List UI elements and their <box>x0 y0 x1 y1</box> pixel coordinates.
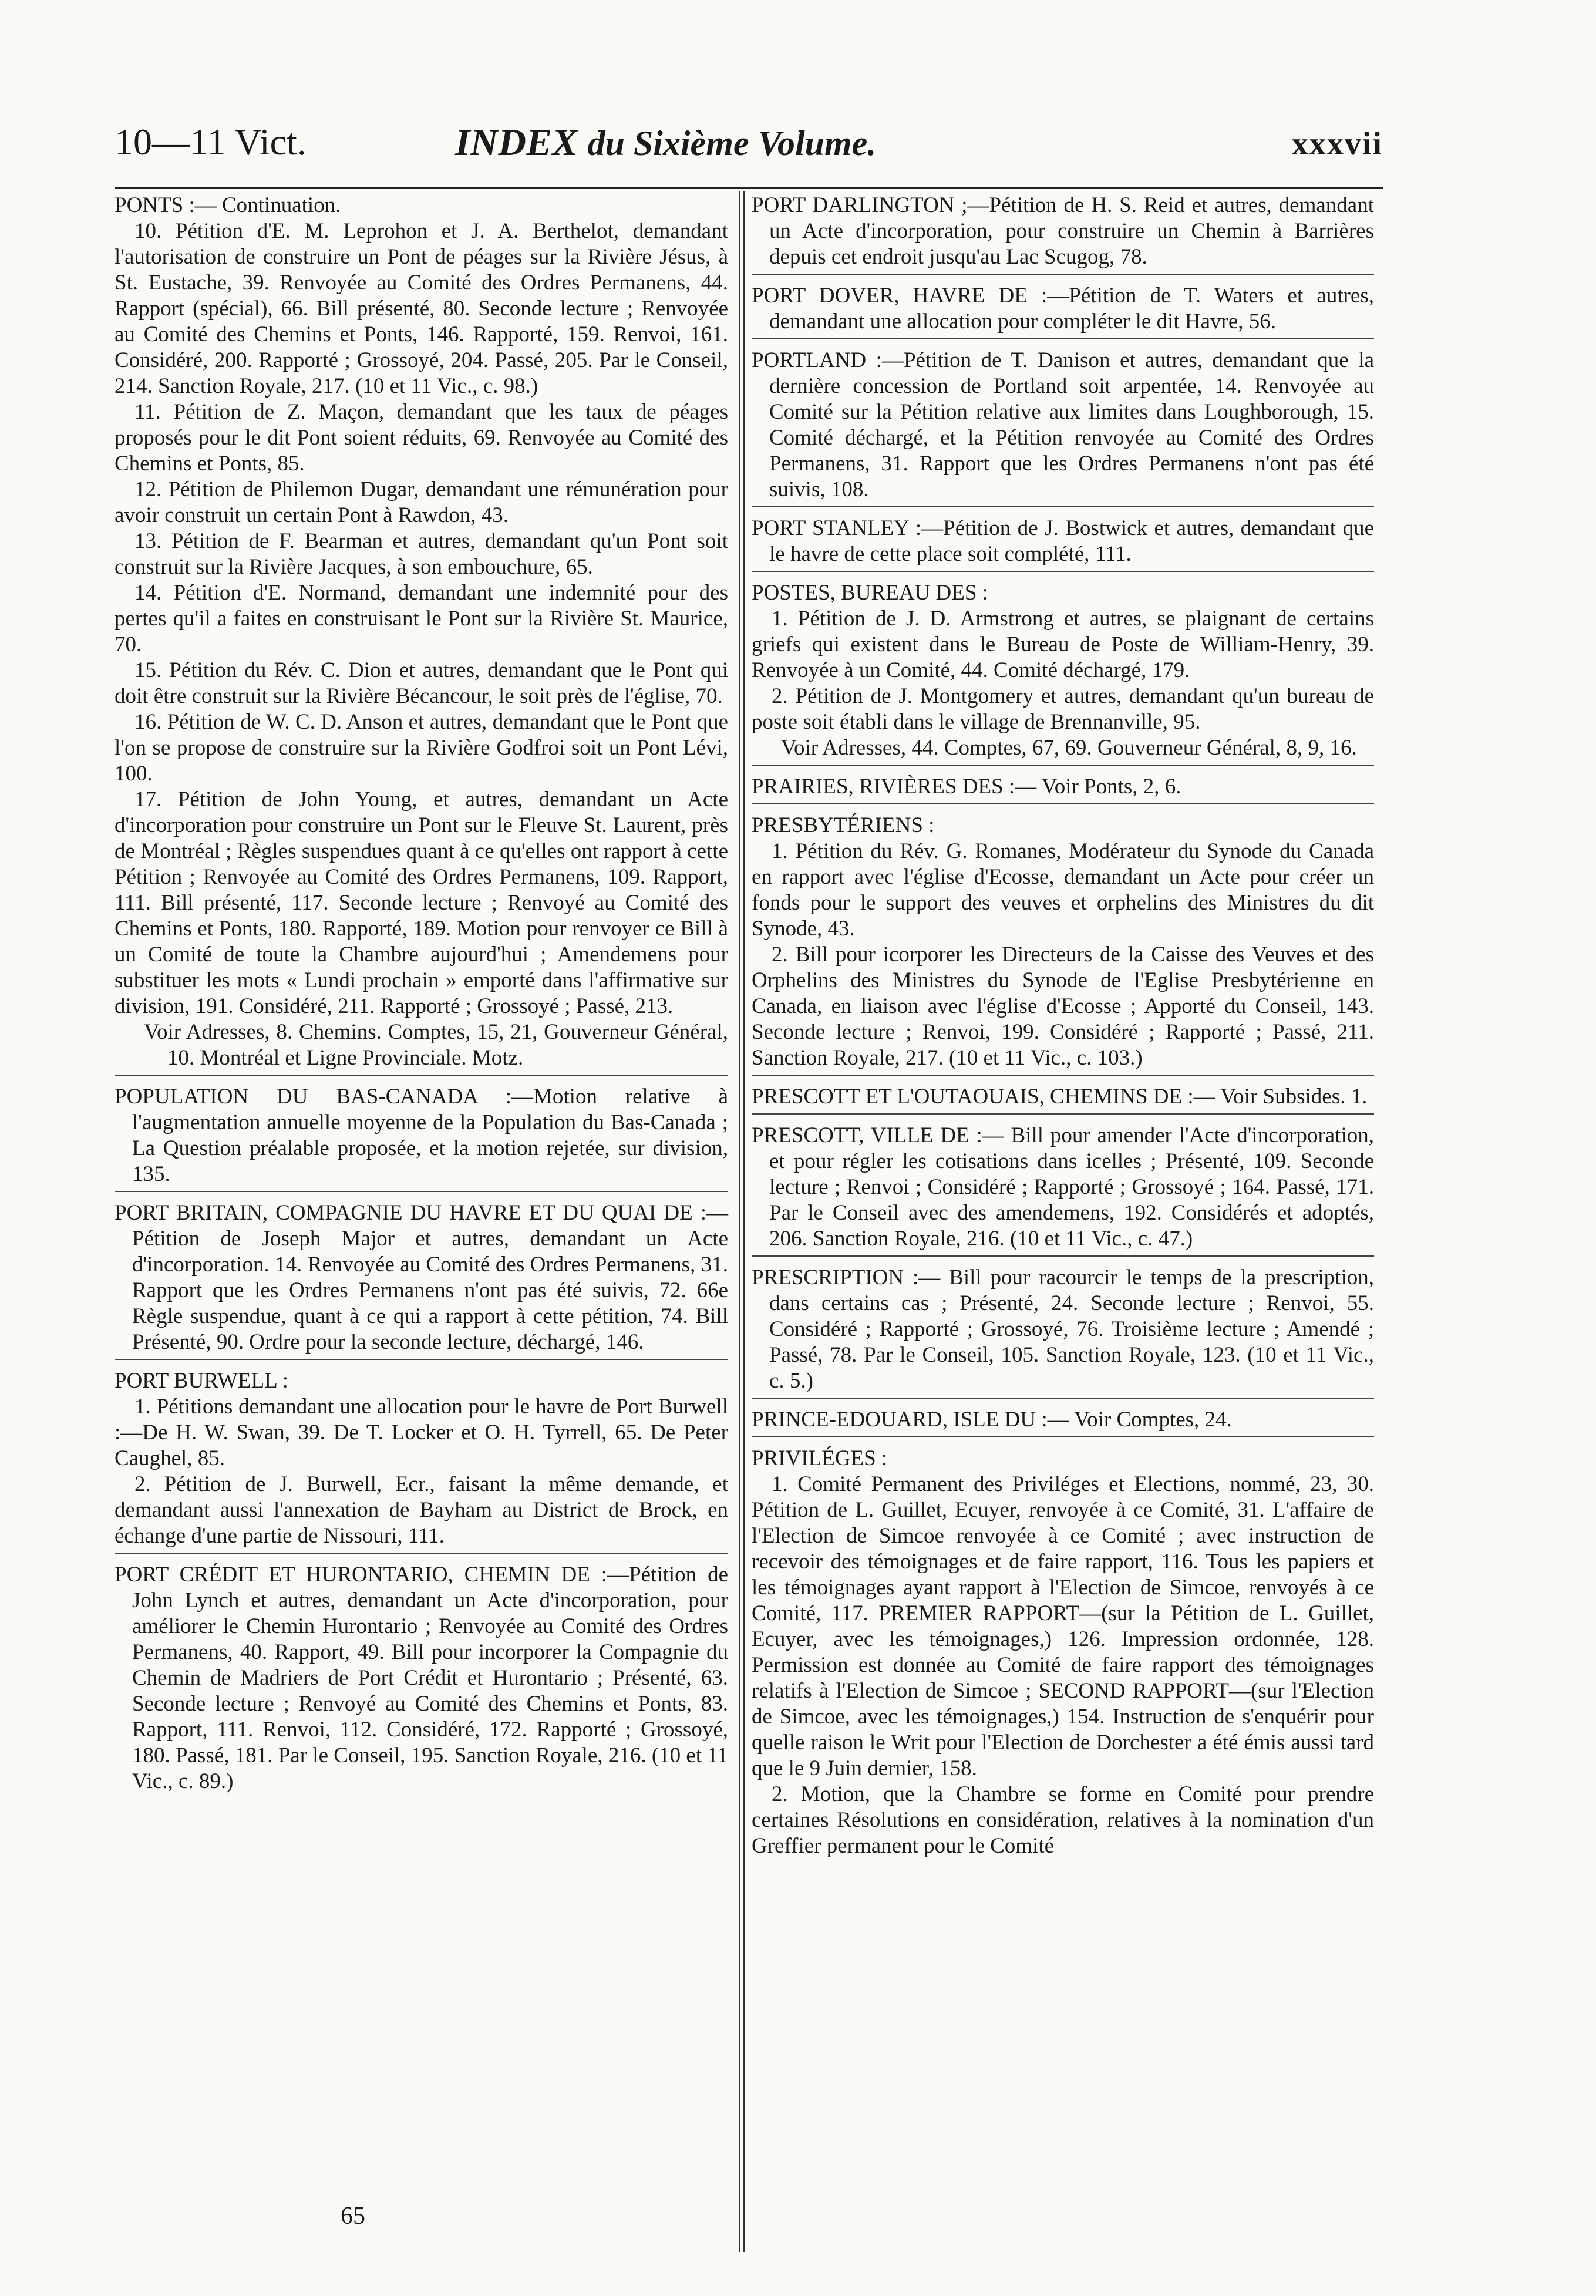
entry-heading: POPULATION DU BAS-CANADA :—Motion relative à l'augmentation annuelle moyenne de la Population du Bas-Canada ; La Question préalable proposée, et la motion rejetée, sur division, 135. <box>115 1085 728 1186</box>
index-entry <box>752 348 1374 507</box>
header-volume-ref: 10—11 Vict. <box>115 121 307 163</box>
entry-heading: PRAIRIES, RIVIÈRES DES :— Voir Ponts, 2, 6. <box>752 775 1181 799</box>
entry-item: 17. Pétition de John Young, et autres, demandant un Acte d'incorporation pour construire un Pont sur le Fleuve St. Laurent, près de Montréal ; Règles suspendues quant à ce qu'elles ont rapport à cette Pétition ; Renvoyée au Comité des Ordres Permanens, 109. Rapport, 111. Bill présenté, 117. Seconde lecture ; Renvoyé au Comité des Chemins et Ponts, 180. Rapporté, 189. Motion pour renvoyer ce Bill à un Comité de toute la Chambre aujourd'hui ; Amendemens pour substituer les mots « Lundi prochain » emporté dans l'affirmative sur division, 191. Considéré, 211. Rapporté ; Grossoyé ; Passé, 213. <box>115 787 728 1018</box>
entry-item: 2. Motion, que la Chambre se forme en Comité pour prendre certaines Résolutions en considération, relatives à la nomination d'un Greffier permanent pour le Comité <box>752 1782 1374 1858</box>
entry-item: 2. Pétition de J. Montgomery et autres, demandant qu'un bureau de poste soit établi dans le village de Brennanville, 95. <box>752 684 1374 734</box>
page-header <box>115 120 1383 173</box>
header-rule <box>115 187 1383 189</box>
column-divider <box>739 191 740 2252</box>
index-entry <box>752 193 1374 275</box>
page-number: 65 <box>341 2203 365 2230</box>
entry-heading: PORT DARLINGTON ;—Pétition de H. S. Reid et autres, demandant un Acte d'incorporation, pour construire un Chemin à Barrières depuis cet endroit jusqu'au Lac Scugog, 78. <box>752 193 1374 269</box>
entry-heading: PORT CRÉDIT ET HURONTARIO, CHEMIN DE :—Pétition de John Lynch et autres, demandant un Acte d'incorporation, pour améliorer le Chemin Hurontario ; Renvoyée au Comité des Ordres Permanens, 40. Rapport, 49. Bill pour incorporer la Compagnie du Chemin de Madriers de Port Crédit et Hurontario ; Présenté, 63. Seconde lecture ; Renvoyé au Comité des Chemins et Ponts, 83. Rapport, 111. Renvoi, 112. Considéré, 172. Rapporté ; Grossoyé, 180. Passé, 181. Par le Conseil, 195. Sanction Royale, 216. (10 et 11 Vic., c. 89.) <box>115 1563 728 1793</box>
index-entry <box>752 1123 1374 1257</box>
entry-heading: PRESCRIPTION :— Bill pour racourcir le temps de la prescription, dans certains cas ; Présenté, 24. Seconde lecture ; Renvoi, 55. Considéré ; Rapporté ; Grossoyé, 76. Troisième lecture ; Amendé ; Passé, 78. Par le Conseil, 105. Sanction Royale, 123. (10 et 11 Vic., c. 5.) <box>752 1265 1374 1393</box>
index-entry <box>752 1265 1374 1399</box>
index-entry <box>115 1562 728 1798</box>
entry-item: 10. Pétition d'E. M. Leprohon et J. A. Berthelot, demandant l'autorisation de construire un Pont de péages sur la Rivière Jésus, à St. Eustache, 39. Renvoyée au Comité des Ordres Permanens, 44. Rapport (spécial), 66. Bill présenté, 80. Seconde lecture ; Renvoyée au Comité des Chemins et Ponts, 146. Rapporté, 159. Renvoi, 161. Considéré, 200. Rapporté ; Grossoyé, 204. Passé, 205. Par le Conseil, 214. Sanction Royale, 217. (10 et 11 Vic., c. 98.) <box>115 219 728 398</box>
entry-see-also: Voir Adresses, 44. Comptes, 67, 69. Gouverneur Général, 8, 9, 16. <box>781 736 1357 760</box>
entry-heading: PONTS :— Continuation. <box>115 193 341 217</box>
entry-item: 16. Pétition de W. C. D. Anson et autres, demandant que le Pont que l'on se propose de construire sur la Rivière Godfroi soit un Pont Lévi, 100. <box>115 710 728 786</box>
entry-heading: PRESCOTT ET L'OUTAOUAIS, CHEMINS DE :— Voir Subsides. 1. <box>752 1085 1368 1109</box>
entry-heading: PORT BRITAIN, COMPAGNIE DU HAVRE ET DU QUAI DE :— Pétition de Joseph Major et autres, demandant un Acte d'incorporation. 14. Renvoyée au Comité des Ordres Permanens, 31. Rapport que les Ordres Permanens n'ont pas été suivis, 72. 66e Règle suspendue, quant à ce qui a rapport à cette pétition, 74. Bill Présenté, 90. Ordre pour la seconde lecture, déchargé, 146. <box>115 1201 728 1354</box>
entry-heading: PORT STANLEY :—Pétition de J. Bostwick et autres, demandant que le havre de cette place soit complété, 111. <box>752 516 1374 566</box>
entry-item: 2. Pétition de J. Burwell, Ecr., faisant la même demande, et demandant aussi l'annexation de Bayham au District de Brock, en échange d'une partie de Nissouri, 111. <box>115 1472 728 1548</box>
index-entry <box>752 1446 1374 1863</box>
header-title-main: INDEX <box>455 121 578 164</box>
entry-item: 13. Pétition de F. Bearman et autres, demandant qu'un Pont soit construit sur la Rivière Jacques, à son embouchure, 65. <box>115 529 728 579</box>
index-entry <box>752 813 1374 1076</box>
index-entry <box>115 1368 728 1554</box>
right-column <box>752 193 1374 1871</box>
index-entry <box>115 1084 728 1192</box>
index-entry <box>752 516 1374 572</box>
entry-item: 1. Comité Permanent des Priviléges et Elections, nommé, 23, 30. Pétition de L. Guillet, Ecuyer, renvoyée à ce Comité, 31. L'affaire de l'Election de Simcoe renvoyée à ce Comité ; avec instruction de recevoir des témoignages et de faire rapport, 116. Tous les papiers et les témoignages ayant rapport à l'Election de Simcoe, renvoyés à ce Comité, 117. PREMIER RAPPORT—(sur la Pétition de L. Guillet, Ecuyer, avec les témoignages,) 126. Impression ordonnée, 128. Permission est donnée au Comité de faire rapport des témoignages relatifs à l'Election de Simcoe ; SECOND RAPPORT—(sur l'Election de Simcoe, avec les témoignages,) 154. Instruction de s'enquérir pour quelle raison le Writ pour l'Election de Dorchester a été émis aussi tard que le 9 Juin dernier, 158. <box>752 1472 1374 1780</box>
entry-item: 14. Pétition d'E. Normand, demandant une indemnité pour des pertes qu'il a faites en construisant le Pont sur la Rivière St. Maurice, 70. <box>115 581 728 657</box>
entry-item: 2. Bill pour icorporer les Directeurs de la Caisse des Veuves et des Orphelins des Ministres du Synode de l'Eglise Presbytérienne en Canada, en liaison avec l'église d'Ecosse ; Apporté du Conseil, 143. Seconde lecture ; Renvoi, 199. Considéré ; Rapporté ; Passé, 211. Sanction Royale, 217. (10 et 11 Vic., c. 103.) <box>752 942 1374 1070</box>
entry-heading: POSTES, BUREAU DES : <box>752 581 988 605</box>
entry-heading: PRINCE-EDOUARD, ISLE DU :— Voir Comptes, 24. <box>752 1408 1232 1432</box>
entry-heading: PRESBYTÉRIENS : <box>752 813 935 837</box>
entry-heading: PORT DOVER, HAVRE DE :—Pétition de T. Waters et autres, demandant une allocation pour compléter le dit Havre, 56. <box>752 284 1374 334</box>
index-entry <box>752 580 1374 766</box>
entry-item: 15. Pétition du Rév. C. Dion et autres, demandant que le Pont qui doit être construit sur la Rivière Bécancour, le soit près de l'église, 70. <box>115 658 728 708</box>
entry-heading: PRESCOTT, VILLE DE :— Bill pour amender l'Acte d'incorporation, et pour régler les cotisations dans icelles ; Présenté, 109. Seconde lecture ; Renvoi ; Considéré ; Rapporté ; Grossoyé ; 164. Passé, 171. Par le Conseil avec des amendemens, 192. Considérés et adoptés, 206. Sanction Royale, 216. (10 et 11 Vic., c. 47.) <box>752 1123 1374 1251</box>
header-title-sub: du Sixième Volume. <box>587 124 877 163</box>
left-column <box>115 193 728 1806</box>
index-entry <box>752 283 1374 339</box>
header-title <box>455 120 876 165</box>
index-entry <box>115 193 728 1076</box>
index-entry <box>115 1200 728 1360</box>
column-divider <box>743 191 745 2252</box>
entry-item: 12. Pétition de Philemon Dugar, demandant une rémunération pour avoir construit un certain Pont à Rawdon, 43. <box>115 477 728 527</box>
entry-heading: PORTLAND :—Pétition de T. Danison et autres, demandant que la dernière concession de Portland soit arpentée, 14. Renvoyée au Comité sur la Pétition relative aux limites dans Loughborough, 15. Comité déchargé, et la Pétition renvoyée au Comité des Ordres Permanens, 31. Rapport que les Ordres Permanens n'ont pas été suivis, 108. <box>752 348 1374 501</box>
entry-heading: PRIVILÉGES : <box>752 1446 888 1470</box>
entry-item: 1. Pétitions demandant une allocation pour le havre de Port Burwell :—De H. W. Swan, 39. De T. Locker et O. H. Tyrrell, 65. De Peter Caughel, 85. <box>115 1395 728 1470</box>
entry-see-also: Voir Adresses, 8. Chemins. Comptes, 15, 21, Gouverneur Général, 10. Montréal et Ligne Provinciale. Motz. <box>144 1020 728 1070</box>
entry-item: 1. Pétition du Rév. G. Romanes, Modérateur du Synode du Canada en rapport avec l'église d'Ecosse, demandant un Acte pour créer un fonds pour le support des veuves et orphelins des Ministres du dit Synode, 43. <box>752 839 1374 941</box>
header-page-roman: xxxvii <box>1291 126 1383 162</box>
entry-item: 1. Pétition de J. D. Armstrong et autres, se plaignant de certains griefs qui existent dans le Bureau de Poste de William-Henry, 39. Renvoyée à un Comité, 44. Comité déchargé, 179. <box>752 607 1374 682</box>
index-entry <box>752 774 1374 804</box>
index-entry <box>752 1084 1374 1115</box>
index-entry <box>752 1407 1374 1437</box>
entry-item: 11. Pétition de Z. Maçon, demandant que les taux de péages proposés pour le dit Pont soient réduits, 69. Renvoyée au Comité des Chemins et Ponts, 85. <box>115 400 728 476</box>
entry-heading: PORT BURWELL : <box>115 1369 288 1393</box>
